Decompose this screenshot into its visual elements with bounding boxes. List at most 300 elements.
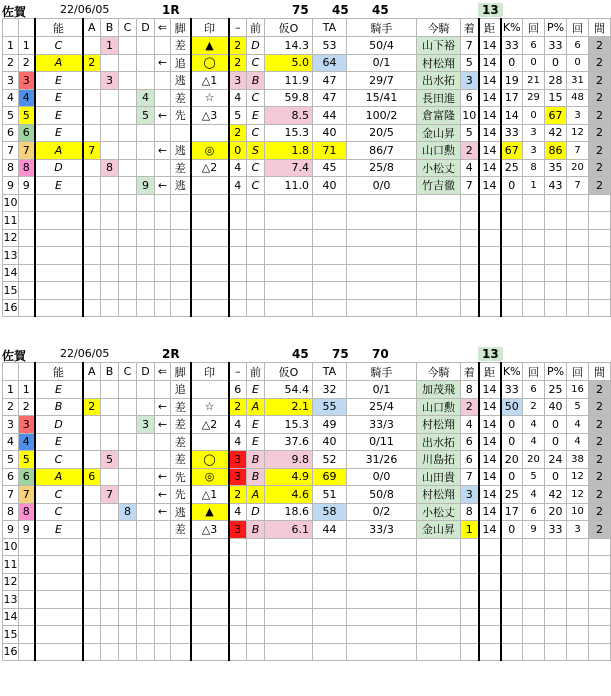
empty-cell [501,591,523,609]
col-header: C [119,19,137,37]
empty-cell [313,299,347,317]
gate-number: 4 [19,89,35,107]
col-header: – [229,363,247,381]
interval-value: 2 [589,89,611,107]
gate-number: 2 [19,398,35,416]
empty-cell [501,573,523,591]
ta-value: 45 [313,159,347,177]
score-a [83,416,101,434]
empty-cell [155,229,171,247]
empty-cell [101,282,119,300]
finish-position: 7 [461,37,479,55]
current-jockey: 山口勲 [417,142,461,160]
table-row [3,54,611,72]
jockey-record: 0/0 [347,468,417,486]
empty-cell [589,538,611,556]
empty-cell [119,573,137,591]
empty-cell [137,591,155,609]
distance-value: 14 [479,433,501,451]
row-number: 1 [3,381,19,399]
score-b [101,468,119,486]
ability-grade [35,608,83,626]
race-header-h1: 75 [292,3,309,17]
gate-number: 6 [19,124,35,142]
margin-value: 4 [229,433,247,451]
interval-value: 2 [589,416,611,434]
row-number: 3 [3,72,19,90]
arrow-mark: ← [155,416,171,434]
odds-value: 6.1 [265,521,313,539]
k-percent: 25 [501,159,523,177]
empty-cell [589,264,611,282]
score-b: 5 [101,451,119,469]
prediction-mark [191,538,229,556]
prediction-mark: ▲ [191,503,229,521]
empty-cell [461,538,479,556]
p-count: 0 [567,54,589,72]
empty-cell [171,194,191,212]
col-header: 距 [479,19,501,37]
margin-value: 4 [229,89,247,107]
k-count: 29 [523,89,545,107]
empty-cell [265,229,313,247]
ability-grade [35,212,83,230]
prediction-mark [191,247,229,265]
score-c [119,177,137,195]
score-b [101,398,119,416]
score-a: 2 [83,398,101,416]
odds-value: 11.9 [265,72,313,90]
p-percent: 42 [545,486,567,504]
empty-cell [265,247,313,265]
ability-grade [35,282,83,300]
empty-cell [83,229,101,247]
p-percent: 33 [545,37,567,55]
ta-value: 71 [313,142,347,160]
table-row [3,37,611,55]
row-number: 4 [3,433,19,451]
empty-cell [417,299,461,317]
distance-value: 14 [479,177,501,195]
k-count: 6 [523,37,545,55]
leg-style: 先 [171,468,191,486]
odds-value: 18.6 [265,503,313,521]
current-jockey: 倉富隆 [417,107,461,125]
distance-value: 14 [479,416,501,434]
k-count: 0 [523,54,545,72]
row-number: 6 [3,124,19,142]
arrow-mark [155,381,171,399]
jockey-record: 50/4 [347,37,417,55]
race-header [2,346,600,362]
empty-cell [523,626,545,644]
empty-cell [119,264,137,282]
ability-grade: A [35,54,83,72]
empty-cell [347,626,417,644]
margin-value: 0 [229,142,247,160]
empty-cell [545,282,567,300]
score-d [137,486,155,504]
row-number: 14 [3,608,19,626]
empty-cell [567,264,589,282]
finish-position: 6 [461,89,479,107]
prediction-mark [191,177,229,195]
score-d [137,142,155,160]
k-percent: 0 [501,433,523,451]
interval-value: 2 [589,381,611,399]
empty-cell [461,247,479,265]
arrow-mark [155,451,171,469]
empty-cell [247,264,265,282]
race-header-h3: 45 [372,3,389,17]
empty-cell [101,299,119,317]
empty-cell [137,626,155,644]
col-header: 回 [567,19,589,37]
empty-cell [155,573,171,591]
jockey-record: 0/1 [347,381,417,399]
row-number: 9 [3,521,19,539]
arrow-mark: ← [155,398,171,416]
finish-position: 8 [461,503,479,521]
empty-cell [247,299,265,317]
empty-cell [461,556,479,574]
p-count: 4 [567,416,589,434]
k-percent: 19 [501,72,523,90]
empty-cell [171,247,191,265]
previous-grade: C [247,89,265,107]
col-header: 前 [247,19,265,37]
score-d [137,451,155,469]
empty-cell [313,247,347,265]
row-number: 10 [3,538,19,556]
empty-cell [247,194,265,212]
empty-cell [229,299,247,317]
empty-cell [461,264,479,282]
distance-value [479,229,501,247]
empty-cell [417,229,461,247]
col-header: K% [501,19,523,37]
empty-cell [567,299,589,317]
empty-cell [137,608,155,626]
score-b: 3 [101,72,119,90]
empty-cell [83,591,101,609]
empty-cell [567,212,589,230]
empty-cell [313,573,347,591]
score-a: 7 [83,142,101,160]
prediction-mark: △3 [191,107,229,125]
empty-cell [155,264,171,282]
jockey-record: 33/3 [347,521,417,539]
gate-number [19,643,35,661]
jockey-record: 0/2 [347,503,417,521]
empty-cell [247,608,265,626]
empty-cell [137,194,155,212]
empty-cell [523,264,545,282]
empty-cell [417,626,461,644]
margin-value: 3 [229,468,247,486]
table-row [3,398,611,416]
jockey-record: 50/8 [347,486,417,504]
score-d [137,433,155,451]
finish-position: 6 [461,433,479,451]
finish-position: 10 [461,107,479,125]
empty-cell [137,556,155,574]
gate-number: 1 [19,381,35,399]
col-header: 騎手 [347,363,417,381]
current-jockey: 加茂飛 [417,381,461,399]
distance-value: 14 [479,72,501,90]
odds-value: 1.8 [265,142,313,160]
row-number: 15 [3,282,19,300]
previous-grade: C [247,177,265,195]
table-row [3,573,611,591]
ability-grade [35,264,83,282]
empty-cell [265,626,313,644]
ability-grade: E [35,89,83,107]
col-header: B [101,19,119,37]
arrow-mark [155,124,171,142]
previous-grade: C [247,124,265,142]
score-c [119,159,137,177]
empty-cell [101,264,119,282]
current-jockey: 川島拓 [417,451,461,469]
score-a [83,177,101,195]
prediction-mark [191,643,229,661]
empty-cell [347,556,417,574]
gate-number: 9 [19,521,35,539]
empty-cell [101,247,119,265]
distance-value: 14 [479,142,501,160]
empty-cell [589,626,611,644]
empty-cell [589,194,611,212]
p-count: 16 [567,381,589,399]
empty-cell [265,194,313,212]
score-c [119,433,137,451]
race-header-h4: 13 [478,347,503,361]
empty-cell [567,282,589,300]
empty-cell [523,194,545,212]
col-header: 今騎 [417,363,461,381]
finish-position: 1 [461,521,479,539]
p-percent: 42 [545,124,567,142]
ability-grade: C [35,503,83,521]
empty-cell [83,282,101,300]
interval-value: 2 [589,451,611,469]
race-header-date: 22/06/05 [60,3,110,16]
empty-cell [523,282,545,300]
empty-cell [155,591,171,609]
empty-cell [589,608,611,626]
leg-style: 差 [171,159,191,177]
col-header: 前 [247,363,265,381]
distance-value: 14 [479,521,501,539]
empty-cell [171,626,191,644]
row-number: 12 [3,229,19,247]
row-number: 16 [3,643,19,661]
empty-cell [347,573,417,591]
empty-cell [589,212,611,230]
odds-value: 37.6 [265,433,313,451]
score-b [101,177,119,195]
p-count: 7 [567,177,589,195]
interval-value: 2 [589,142,611,160]
empty-cell [137,247,155,265]
empty-cell [545,591,567,609]
k-count: 0 [523,107,545,125]
leg-style: 差 [171,451,191,469]
empty-cell [545,229,567,247]
score-b [101,416,119,434]
empty-cell [545,264,567,282]
empty-cell [501,264,523,282]
score-c [119,72,137,90]
table-row [3,468,611,486]
gate-number: 5 [19,451,35,469]
empty-cell [101,229,119,247]
table-row [3,486,611,504]
p-percent: 0 [545,433,567,451]
finish-position: 4 [461,416,479,434]
k-percent: 14 [501,107,523,125]
k-percent: 67 [501,142,523,160]
table-row [3,229,611,247]
empty-cell [461,643,479,661]
arrow-mark [155,159,171,177]
race-header-h2: 75 [332,347,349,361]
distance-value [479,573,501,591]
previous-grade: B [247,72,265,90]
p-count: 20 [567,159,589,177]
row-number: 13 [3,247,19,265]
distance-value: 14 [479,54,501,72]
table-row [3,381,611,399]
empty-cell [417,194,461,212]
table-row [3,72,611,90]
empty-cell [137,212,155,230]
empty-cell [501,229,523,247]
finish-position: 7 [461,177,479,195]
table-row [3,159,611,177]
previous-grade: E [247,416,265,434]
empty-cell [347,212,417,230]
row-number: 16 [3,299,19,317]
k-percent: 33 [501,37,523,55]
empty-cell [567,194,589,212]
gate-number: 7 [19,486,35,504]
k-percent: 25 [501,486,523,504]
p-count: 5 [567,398,589,416]
prediction-mark: ☆ [191,89,229,107]
jockey-record: 31/26 [347,451,417,469]
interval-value: 2 [589,433,611,451]
distance-value: 14 [479,503,501,521]
previous-grade: S [247,142,265,160]
prediction-mark: △2 [191,159,229,177]
empty-cell [417,608,461,626]
previous-grade: E [247,381,265,399]
col-header: 仮O [265,19,313,37]
race-header-h1: 45 [292,347,309,361]
margin-value: 2 [229,486,247,504]
ability-grade [35,591,83,609]
empty-cell [137,264,155,282]
score-a [83,72,101,90]
ta-value: 40 [313,177,347,195]
row-number: 3 [3,416,19,434]
empty-cell [313,264,347,282]
empty-cell [347,538,417,556]
score-b: 7 [101,486,119,504]
empty-cell [83,264,101,282]
distance-value: 14 [479,486,501,504]
col-header: 印 [191,363,229,381]
empty-cell [501,282,523,300]
score-b [101,89,119,107]
leg-style: 差 [171,37,191,55]
empty-cell [229,282,247,300]
empty-cell [155,212,171,230]
col-header: TA [313,363,347,381]
empty-cell [313,608,347,626]
score-d [137,72,155,90]
p-percent: 15 [545,89,567,107]
table-row [3,107,611,125]
col-header: – [229,19,247,37]
jockey-record: 0/0 [347,177,417,195]
gate-number [19,264,35,282]
col-header: 仮O [265,363,313,381]
table-row [3,194,611,212]
gate-number [19,229,35,247]
score-c [119,486,137,504]
empty-cell [101,573,119,591]
prediction-mark [191,433,229,451]
leg-style: 先 [171,486,191,504]
interval-value: 2 [589,468,611,486]
previous-grade: C [247,54,265,72]
empty-cell [171,282,191,300]
current-jockey: 金山昇 [417,124,461,142]
finish-position: 5 [461,124,479,142]
empty-cell [545,538,567,556]
ability-grade [35,556,83,574]
ta-value: 49 [313,416,347,434]
empty-cell [589,247,611,265]
distance-value [479,194,501,212]
empty-cell [155,538,171,556]
col-header: A [83,363,101,381]
leg-style: 逃 [171,72,191,90]
empty-cell [171,264,191,282]
empty-cell [313,591,347,609]
column-header-row [3,363,611,381]
previous-grade: B [247,468,265,486]
empty-cell [589,591,611,609]
odds-value: 14.3 [265,37,313,55]
row-number: 12 [3,573,19,591]
empty-cell [265,282,313,300]
k-percent: 17 [501,503,523,521]
jockey-record: 100/2 [347,107,417,125]
leg-style: 逃 [171,177,191,195]
empty-cell [523,643,545,661]
leg-style: 差 [171,89,191,107]
ta-value: 47 [313,72,347,90]
ability-grade: E [35,381,83,399]
current-jockey: 長田進 [417,89,461,107]
ta-value: 69 [313,468,347,486]
k-count: 21 [523,72,545,90]
